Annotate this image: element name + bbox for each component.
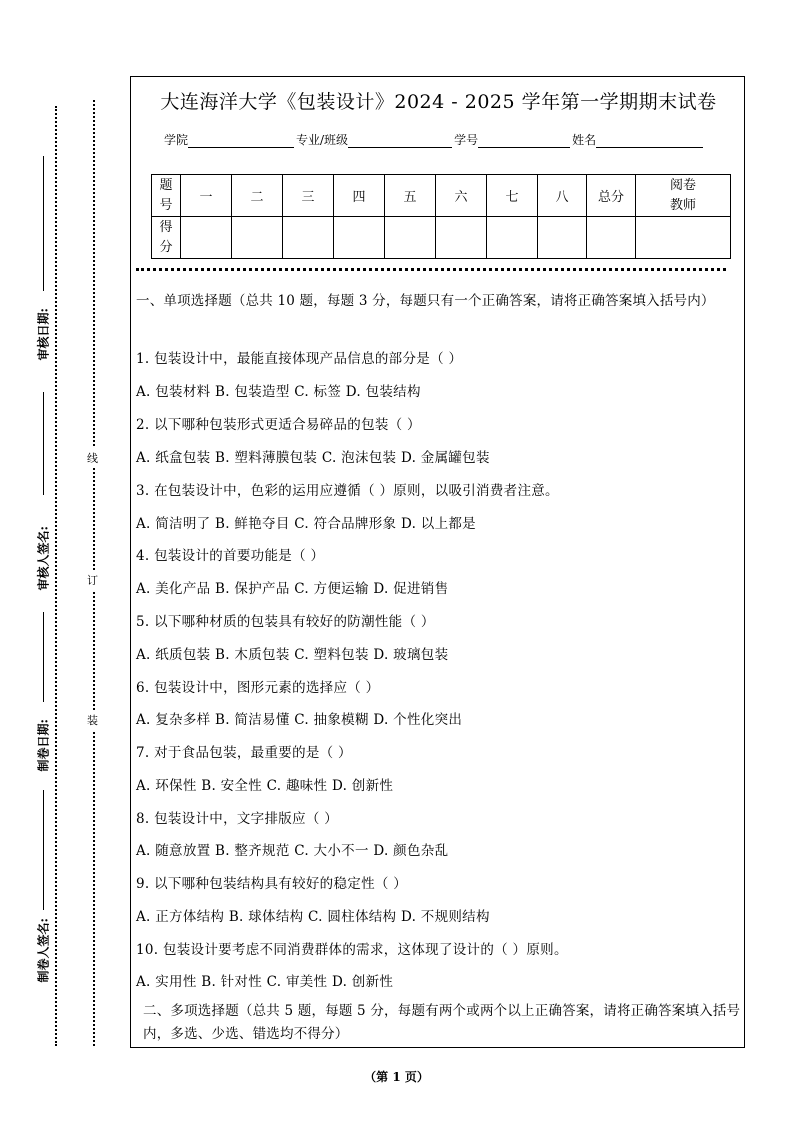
score-cell-grader[interactable] bbox=[636, 217, 731, 259]
question-4-options: A. 美化产品 B. 保护产品 C. 方便运输 D. 促进销售 bbox=[136, 581, 449, 597]
exam-page-frame bbox=[130, 76, 745, 1048]
question-8: 8. 包装设计中，文字排版应（ ） bbox=[136, 811, 339, 827]
student-id-field[interactable] bbox=[478, 135, 570, 148]
question-3-options: A. 简洁明了 B. 鲜艳夺目 C. 符合品牌形象 D. 以上都是 bbox=[136, 516, 476, 532]
question-5-options: A. 纸质包装 B. 木质包装 C. 塑料包装 D. 玻璃包装 bbox=[136, 647, 449, 663]
col-header-7: 七 bbox=[487, 175, 538, 217]
col-header-2: 二 bbox=[232, 175, 283, 217]
score-cell[interactable] bbox=[283, 217, 334, 259]
compiler-signature-underline bbox=[43, 790, 44, 910]
question-3: 3. 在包装设计中，色彩的运用应遵循（ ）原则，以吸引消费者注意。 bbox=[136, 483, 559, 499]
score-row-header: 得 分 bbox=[152, 217, 181, 259]
question-9-options: A. 正方体结构 B. 球体结构 C. 圆柱体结构 D. 不规则结构 bbox=[136, 909, 490, 925]
compile-date-underline bbox=[43, 612, 44, 702]
question-2: 2. 以下哪种包装形式更适合易碎品的包装（ ） bbox=[136, 417, 421, 433]
score-cell[interactable] bbox=[538, 217, 587, 259]
major-field[interactable] bbox=[348, 135, 452, 148]
question-7: 7. 对于食品包装，最重要的是（ ） bbox=[136, 745, 352, 761]
college-field[interactable] bbox=[188, 135, 294, 148]
name-label: 姓名 bbox=[572, 133, 597, 147]
grader-header: 阅卷 教师 bbox=[636, 175, 731, 217]
section1-heading: 一、单项选择题（总共 10 题，每题 3 分，每题只有一个正确答案，请将正确答案填入括号内） bbox=[136, 293, 715, 309]
question-1: 1. 包装设计中，最能直接体现产品信息的部分是（ ） bbox=[136, 351, 463, 367]
question-10-options: A. 实用性 B. 针对性 C. 审美性 D. 创新性 bbox=[136, 974, 394, 990]
compiler-signature-label: 制卷人签名: bbox=[36, 918, 51, 983]
score-table bbox=[151, 174, 731, 259]
score-cell[interactable] bbox=[334, 217, 385, 259]
compile-date-label: 制卷日期: bbox=[36, 719, 51, 772]
col-header-total: 总分 bbox=[587, 175, 636, 217]
binding-mark-line: 线 bbox=[87, 448, 98, 468]
page-number: （第 1 页） bbox=[364, 1070, 429, 1084]
score-cell-total[interactable] bbox=[587, 217, 636, 259]
score-cell[interactable] bbox=[487, 217, 538, 259]
major-label: 专业/班级 bbox=[296, 133, 349, 147]
binding-mark-bind: 装 bbox=[87, 710, 98, 730]
reviewer-signature-underline bbox=[43, 392, 44, 495]
question-7-options: A. 环保性 B. 安全性 C. 趣味性 D. 创新性 bbox=[136, 778, 394, 794]
question-number-header: 题 号 bbox=[152, 175, 181, 217]
question-5: 5. 以下哪种材质的包装具有较好的防潮性能（ ） bbox=[136, 614, 435, 630]
question-4: 4. 包装设计的首要功能是（ ） bbox=[136, 548, 325, 564]
question-6-options: A. 复杂多样 B. 简洁易懂 C. 抽象模糊 D. 个性化突出 bbox=[136, 712, 463, 728]
col-header-3: 三 bbox=[283, 175, 334, 217]
section2-heading: 二、多项选择题（总共 5 题，每题 5 分，每题有两个或两个以上正确答案，请将正确答案填入括号内，多选、少选、错选均不得分） bbox=[143, 1003, 741, 1042]
question-6: 6. 包装设计中，图形元素的选择应（ ） bbox=[136, 680, 380, 696]
review-date-label: 审核日期: bbox=[36, 308, 51, 361]
student-info-row bbox=[164, 131, 705, 148]
col-header-5: 五 bbox=[385, 175, 436, 217]
exam-title: 大连海洋大学《包装设计》2024 - 2025 学年第一学期期末试卷 bbox=[160, 91, 717, 113]
binding-mark-staple: 订 bbox=[87, 570, 98, 590]
col-header-6: 六 bbox=[436, 175, 487, 217]
col-header-4: 四 bbox=[334, 175, 385, 217]
col-header-1: 一 bbox=[181, 175, 232, 217]
question-2-options: A. 纸盒包装 B. 塑料薄膜包装 C. 泡沫包装 D. 金属罐包装 bbox=[136, 450, 490, 466]
score-cell[interactable] bbox=[436, 217, 487, 259]
score-cell[interactable] bbox=[232, 217, 283, 259]
score-cell[interactable] bbox=[181, 217, 232, 259]
question-1-options: A. 包装材料 B. 包装造型 C. 标签 D. 包装结构 bbox=[136, 384, 421, 400]
reviewer-signature-label: 审核人签名: bbox=[36, 526, 51, 591]
dotted-separator bbox=[136, 268, 726, 271]
name-field[interactable] bbox=[596, 135, 703, 148]
question-10: 10. 包装设计要考虑不同消费群体的需求，这体现了设计的（ ）原则。 bbox=[136, 942, 568, 958]
review-date-underline bbox=[43, 156, 44, 291]
score-cell[interactable] bbox=[385, 217, 436, 259]
margin-outer-dotted-line bbox=[55, 106, 57, 1046]
college-label: 学院 bbox=[164, 133, 189, 147]
student-id-label: 学号 bbox=[454, 133, 479, 147]
question-8-options: A. 随意放置 B. 整齐规范 C. 大小不一 D. 颜色杂乱 bbox=[136, 843, 449, 859]
score-table-header-row bbox=[152, 175, 731, 217]
score-table-score-row bbox=[152, 217, 731, 259]
question-9: 9. 以下哪种包装结构具有较好的稳定性（ ） bbox=[136, 876, 408, 892]
col-header-8: 八 bbox=[538, 175, 587, 217]
